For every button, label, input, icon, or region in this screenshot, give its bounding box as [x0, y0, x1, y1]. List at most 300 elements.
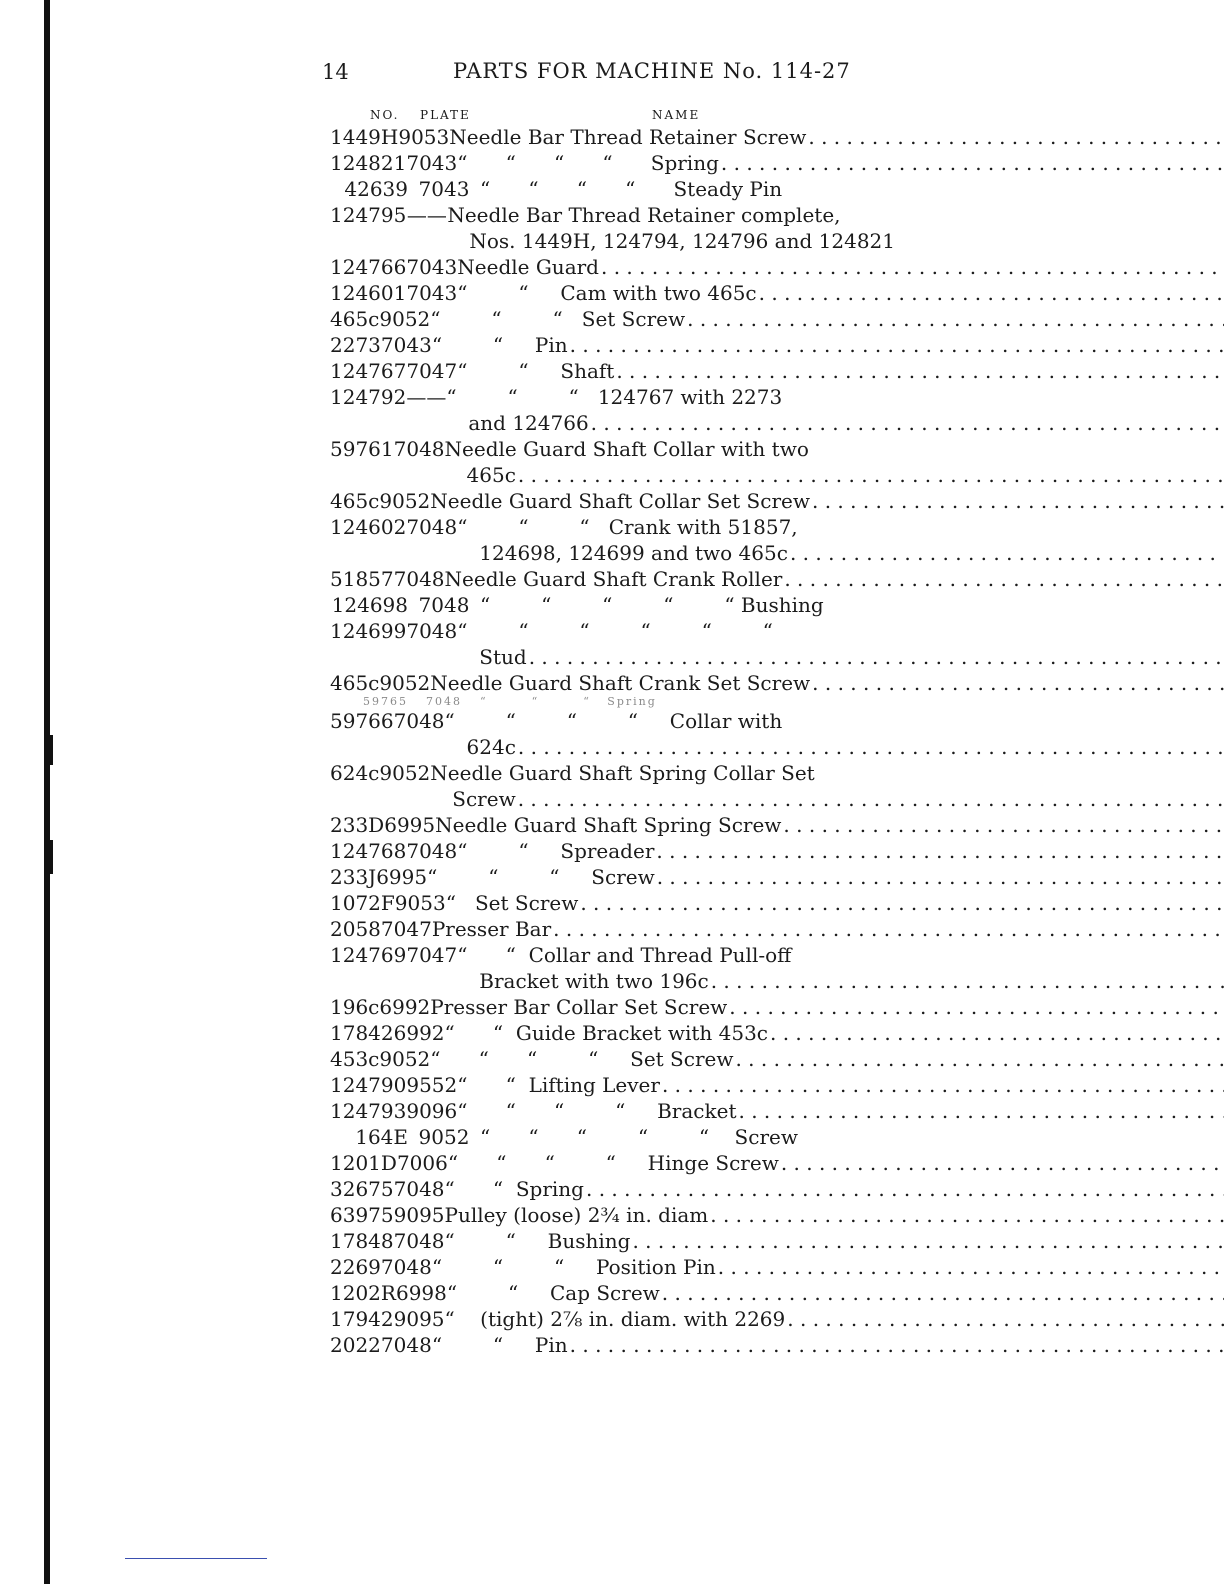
table-row — [330, 1228, 895, 1254]
part-name-text: and 124766 — [468, 411, 589, 435]
table-row — [330, 942, 895, 994]
part-name — [457, 358, 1224, 384]
plate-number: —— — [406, 203, 447, 227]
part-name-line — [445, 1176, 1224, 1202]
part-name-text: Needle Bar Thread Retainer Screw — [449, 125, 807, 149]
part-name-line — [427, 864, 1224, 890]
table-row — [330, 618, 895, 670]
part-number: 42639 — [344, 177, 408, 201]
part-name-text: 465c — [466, 463, 516, 487]
part-number: 17942 — [330, 1307, 394, 1331]
plate-number: 7048 — [426, 695, 462, 708]
part-name-text: “ “ “ “ Collar with — [444, 709, 783, 733]
part-name-text: “ “ Guide Bracket with 453c — [444, 1021, 768, 1045]
column-header-name: NAME — [652, 108, 701, 122]
part-name-text: “ (tight) 2⅞ in. diam. with 2269 — [444, 1307, 786, 1331]
dot-leader — [735, 1046, 1224, 1072]
column-header-plate: PLATE — [420, 108, 471, 122]
table-row — [330, 1072, 895, 1098]
part-name-line — [449, 124, 1224, 150]
part-name — [480, 592, 895, 618]
page-title: PARTS FOR MACHINE No. 114-27 — [453, 59, 851, 83]
dot-leader — [591, 410, 1224, 436]
part-number: 59765 — [363, 695, 408, 708]
dot-leader — [616, 358, 1224, 384]
part-name-line — [445, 1306, 1224, 1332]
part-name — [447, 202, 895, 254]
plate-number: 9052 — [379, 489, 431, 513]
plate-number: 6992 — [379, 995, 431, 1019]
column-header-no: NO. — [370, 108, 400, 122]
part-number: 51857 — [330, 567, 394, 591]
part-name-text: “ “ “ “ Set Screw — [430, 1047, 734, 1071]
part-number: 624c — [330, 761, 380, 785]
plate-number: 7048 — [406, 515, 458, 539]
table-row — [330, 358, 895, 384]
table-row — [330, 488, 895, 514]
part-name-text: “ “ “ Set Screw — [430, 307, 686, 331]
page-number: 14 — [322, 60, 349, 84]
dot-leader — [710, 1202, 1224, 1228]
part-name-line — [445, 1020, 1224, 1046]
part-number: 233J — [330, 865, 377, 889]
part-name — [448, 1150, 1224, 1176]
part-name-text: Needle Guard Shaft Spring Screw — [435, 813, 782, 837]
part-name — [435, 812, 1224, 838]
table-row — [330, 812, 895, 838]
part-name-text: “ “ Pin — [431, 1333, 568, 1357]
bottom-rule — [125, 1558, 267, 1559]
dot-leader — [553, 916, 1224, 942]
plate-number: 7048 — [393, 1229, 445, 1253]
plate-number: 7048 — [393, 709, 445, 733]
part-name-line — [446, 384, 1224, 410]
part-name-text: “ “ “ “ Bracket — [457, 1099, 737, 1123]
part-name-text: “ “ “ “ Steady Pin — [480, 177, 783, 201]
part-name — [446, 384, 1224, 436]
part-name-line — [445, 462, 1224, 488]
part-number: 124601 — [330, 281, 407, 305]
part-number: 124795 — [330, 203, 407, 227]
part-name-line — [457, 1072, 1224, 1098]
part-number: 59761 — [330, 437, 394, 461]
dot-leader — [662, 1280, 1224, 1306]
part-name-text: “ “ “ Crank with 51857, — [457, 515, 798, 539]
part-name-text: Bracket with two 196c — [479, 969, 709, 993]
plate-number: 6992 — [393, 1021, 445, 1045]
part-name-text: “ “ Pin — [431, 333, 568, 357]
dot-leader — [711, 968, 1224, 994]
plate-number: 6995 — [384, 813, 436, 837]
plate-number: 7047 — [406, 359, 458, 383]
plate-number: 9052 — [379, 1047, 431, 1071]
table-row — [330, 1202, 895, 1228]
part-number: 124602 — [330, 515, 407, 539]
part-number: 124699 — [330, 619, 407, 643]
part-name-text: 124698, 124699 and two 465c — [479, 541, 788, 565]
plate-number: 7047 — [406, 943, 458, 967]
dot-leader — [570, 1332, 1224, 1358]
part-number: 124793 — [330, 1099, 407, 1123]
part-name-line — [445, 734, 1224, 760]
table-row — [330, 566, 895, 592]
dot-leader — [770, 1020, 1224, 1046]
part-name-line — [457, 644, 1224, 670]
plate-number: 9052 — [418, 1125, 470, 1149]
part-name-line — [480, 1124, 895, 1150]
part-name-text: “ “ Shaft — [457, 359, 615, 383]
part-name-line — [430, 306, 1224, 332]
table-row — [330, 306, 895, 332]
dot-leader — [718, 1254, 1224, 1280]
table-row — [330, 1150, 895, 1176]
part-name-line — [447, 228, 895, 254]
part-name-text: Needle Guard Shaft Collar Set Screw — [430, 489, 810, 513]
part-name — [457, 618, 1224, 670]
part-name-line — [447, 1280, 1224, 1306]
part-name — [445, 1176, 1224, 1202]
part-number: 17842 — [330, 1021, 394, 1045]
table-row — [330, 202, 895, 254]
part-name-line — [447, 202, 895, 228]
dot-leader — [812, 670, 1224, 696]
dot-leader — [790, 540, 1224, 566]
part-name — [445, 708, 1224, 760]
part-name-line — [445, 708, 1224, 734]
part-name-text: “ “ “ “ “ Screw — [480, 1125, 798, 1149]
part-number: 465c — [330, 307, 380, 331]
part-name-text: “ “ Bushing — [444, 1229, 631, 1253]
part-name-line — [457, 942, 1224, 968]
part-name-line — [430, 786, 1224, 812]
dot-leader — [759, 280, 1224, 306]
part-name-text: “ “ Spring — [444, 1177, 584, 1201]
part-name-line — [457, 968, 1224, 994]
table-row — [330, 1176, 895, 1202]
part-name-line — [445, 436, 1224, 462]
part-name-text: “ “ Spreader — [457, 839, 655, 863]
part-name — [480, 1124, 895, 1150]
dot-leader — [687, 306, 1224, 332]
part-name-text: “ “ Collar and Thread Pull-off — [457, 943, 792, 967]
part-name — [432, 332, 1224, 358]
part-name-text: “ “ “ Position Pin — [431, 1255, 716, 1279]
part-number: 17848 — [330, 1229, 394, 1253]
part-name-line — [430, 760, 1224, 786]
part-name-text: “ “ “ 124767 with 2273 — [446, 385, 783, 409]
plate-number: 9095 — [393, 1307, 445, 1331]
part-name-line — [457, 150, 1224, 176]
part-name-text: Stud — [479, 645, 527, 669]
table-row — [330, 176, 895, 202]
part-name — [480, 176, 895, 202]
dot-leader — [812, 488, 1224, 514]
dot-leader — [808, 124, 1224, 150]
part-name-text: Needle Guard Shaft Crank Roller — [444, 567, 783, 591]
part-name — [445, 1020, 1224, 1046]
part-number: 164E — [355, 1125, 408, 1149]
part-name-text: Pulley (loose) 2¾ in. diam — [444, 1203, 709, 1227]
table-row — [330, 696, 895, 708]
part-name-text: 624c — [466, 735, 516, 759]
binding-tick — [50, 840, 53, 874]
part-name-line — [445, 1202, 1224, 1228]
dot-leader — [738, 1098, 1224, 1124]
table-row — [330, 150, 895, 176]
part-name-line — [457, 838, 1224, 864]
part-name-line — [430, 1046, 1224, 1072]
part-name-text: “ “ “ Spring — [480, 696, 657, 708]
part-name — [430, 306, 1224, 332]
part-name-text: “ “ “ Screw — [427, 865, 655, 889]
plate-number: 7048 — [393, 437, 445, 461]
binding-tick — [50, 735, 53, 765]
part-number: 2273 — [330, 333, 381, 357]
part-name-line — [432, 332, 1224, 358]
part-number: 124792 — [330, 385, 407, 409]
part-name — [432, 1254, 1224, 1280]
part-number: 1072F — [330, 891, 395, 915]
part-number: 59766 — [330, 709, 394, 733]
part-number: 2058 — [330, 917, 381, 941]
part-name — [449, 124, 1224, 150]
dot-leader — [518, 786, 1224, 812]
part-number: 124821 — [330, 151, 407, 175]
part-name — [457, 514, 1224, 566]
part-number: 1449H — [330, 125, 399, 149]
table-row — [330, 280, 895, 306]
plate-number: 7043 — [406, 151, 458, 175]
dot-leader — [662, 1072, 1224, 1098]
part-name-line — [457, 1098, 1224, 1124]
part-number: 63975 — [330, 1203, 394, 1227]
part-number: 124768 — [330, 839, 407, 863]
part-name — [430, 760, 1224, 812]
plate-number: 7048 — [393, 567, 445, 591]
part-name — [447, 1280, 1224, 1306]
part-name-line — [430, 994, 1224, 1020]
dot-leader — [729, 994, 1224, 1020]
part-name-text: Needle Guard Shaft Collar with two — [444, 437, 809, 461]
part-name-text: “ “ Lifting Lever — [457, 1073, 660, 1097]
table-row — [330, 916, 895, 942]
part-name — [427, 864, 1224, 890]
plate-number: —— — [406, 385, 447, 409]
part-name-text: Needle Guard Shaft Spring Collar Set — [430, 761, 815, 785]
part-name — [432, 1332, 1224, 1358]
part-number: 233D — [330, 813, 385, 837]
part-name-line — [432, 1332, 1224, 1358]
dot-leader — [721, 150, 1224, 176]
dot-leader — [518, 462, 1224, 488]
part-name-text: Screw — [452, 787, 516, 811]
part-name — [445, 1228, 1224, 1254]
part-name — [445, 1202, 1224, 1228]
table-row — [330, 254, 895, 280]
dot-leader — [632, 1228, 1224, 1254]
part-name-line — [457, 618, 1224, 644]
part-name — [430, 670, 1224, 696]
part-name-text: “ “ “ “ Spring — [457, 151, 719, 175]
dot-leader — [570, 332, 1224, 358]
plate-number: 7043 — [406, 281, 458, 305]
dot-leader — [656, 838, 1224, 864]
part-name-line — [435, 812, 1224, 838]
part-number: 1202R — [330, 1281, 396, 1305]
plate-number: 9096 — [406, 1099, 458, 1123]
part-name-line — [432, 916, 1224, 942]
part-name-line — [457, 254, 1224, 280]
table-row — [330, 332, 895, 358]
part-name — [457, 254, 1224, 280]
part-name-text: “ “ “ “ “ Bushing — [480, 593, 824, 617]
part-number: 32675 — [330, 1177, 394, 1201]
table-row — [330, 1254, 895, 1280]
plate-number: 7006 — [396, 1151, 448, 1175]
part-name-line — [480, 592, 895, 618]
part-name — [430, 1046, 1224, 1072]
table-row — [330, 1306, 895, 1332]
dot-leader — [787, 1306, 1224, 1332]
table-row — [330, 1098, 895, 1124]
plate-number: 9053 — [394, 891, 446, 915]
part-number: 1201D — [330, 1151, 397, 1175]
part-name-text: Needle Guard Shaft Crank Set Screw — [430, 671, 811, 695]
part-name-line — [430, 670, 1224, 696]
table-row — [330, 890, 895, 916]
table-row — [330, 436, 895, 488]
part-name — [457, 1072, 1224, 1098]
part-number: 124769 — [330, 943, 407, 967]
table-row — [330, 384, 895, 436]
table-row — [330, 592, 895, 618]
dot-leader — [657, 864, 1224, 890]
plate-number: 7048 — [380, 1255, 432, 1279]
part-number: 124790 — [330, 1073, 407, 1097]
part-name — [430, 994, 1224, 1020]
plate-number: 7048 — [380, 1333, 432, 1357]
part-name — [457, 1098, 1224, 1124]
part-name — [457, 942, 1224, 994]
part-number: 2022 — [330, 1333, 381, 1357]
part-name — [430, 488, 1224, 514]
part-name-line — [480, 176, 895, 202]
table-row — [330, 760, 895, 812]
table-row — [330, 864, 895, 890]
plate-number: 7047 — [380, 917, 432, 941]
part-name-line — [448, 1150, 1224, 1176]
plate-number: 7048 — [406, 619, 458, 643]
plate-number: 9052 — [379, 761, 431, 785]
part-name-line — [457, 280, 1224, 306]
table-row — [330, 1332, 895, 1358]
plate-number: 6998 — [395, 1281, 447, 1305]
table-row — [330, 708, 895, 760]
plate-number: 7043 — [418, 177, 470, 201]
table-row — [330, 1280, 895, 1306]
part-name-line — [445, 566, 1224, 592]
plate-number: 9552 — [406, 1073, 458, 1097]
dot-leader — [784, 566, 1224, 592]
part-number: 465c — [330, 489, 380, 513]
dot-leader — [781, 1150, 1224, 1176]
table-row — [330, 670, 895, 696]
part-name-text: Presser Bar — [431, 917, 552, 941]
part-number: 124767 — [330, 359, 407, 383]
part-number: 124766 — [330, 255, 407, 279]
part-name-line — [457, 358, 1224, 384]
part-name — [446, 890, 1224, 916]
part-name-text: Needle Guard — [457, 255, 599, 279]
dot-leader — [518, 734, 1224, 760]
part-name-text: “ Set Screw — [445, 891, 579, 915]
plate-number: 7048 — [393, 1177, 445, 1201]
plate-number: 7043 — [380, 333, 432, 357]
table-row — [330, 124, 895, 150]
table-row — [330, 1046, 895, 1072]
part-name — [457, 838, 1224, 864]
plate-number: 9052 — [379, 307, 431, 331]
part-name — [445, 566, 1224, 592]
part-name-text: “ “ Cam with two 465c — [457, 281, 757, 305]
part-name-line — [457, 540, 1224, 566]
dot-leader — [580, 890, 1224, 916]
part-name-text: “ “ Cap Screw — [446, 1281, 660, 1305]
dot-leader — [783, 812, 1224, 838]
dot-leader — [586, 1176, 1224, 1202]
part-number: 2269 — [330, 1255, 381, 1279]
table-row — [330, 994, 895, 1020]
part-name — [457, 150, 1224, 176]
part-number: 453c — [330, 1047, 380, 1071]
part-name-text: Nos. 1449H, 124794, 124796 and 124821 — [469, 229, 895, 253]
part-number: 196c — [330, 995, 380, 1019]
plate-number: 7048 — [418, 593, 470, 617]
plate-number: 7043 — [406, 255, 458, 279]
part-name-line — [430, 488, 1224, 514]
part-name-text: Presser Bar Collar Set Screw — [430, 995, 728, 1019]
part-name-line — [446, 890, 1224, 916]
part-number: 465c — [330, 671, 380, 695]
plate-number: 7048 — [406, 839, 458, 863]
binding-edge — [44, 0, 50, 1584]
parts-list — [330, 124, 895, 1358]
plate-number: 9052 — [379, 671, 431, 695]
part-number: 124698 — [331, 593, 408, 617]
part-name — [432, 916, 1224, 942]
part-name-text: “ “ “ “ Hinge Screw — [447, 1151, 779, 1175]
part-name — [457, 280, 1224, 306]
table-row — [330, 1020, 895, 1046]
plate-number: 6995 — [376, 865, 428, 889]
dot-leader — [529, 644, 1224, 670]
part-name-line — [480, 696, 895, 708]
plate-number: 9095 — [393, 1203, 445, 1227]
table-row — [330, 838, 895, 864]
dot-leader — [601, 254, 1224, 280]
part-name-line — [432, 1254, 1224, 1280]
part-name-line — [445, 1228, 1224, 1254]
table-row — [330, 514, 895, 566]
part-name-line — [457, 514, 1224, 540]
table-row — [330, 1124, 895, 1150]
part-name — [445, 436, 1224, 488]
part-name-text: “ “ “ “ “ “ — [457, 619, 773, 643]
plate-number: 9053 — [398, 125, 450, 149]
part-name-text: Needle Bar Thread Retainer complete, — [447, 203, 841, 227]
part-name — [480, 696, 895, 708]
part-name-line — [446, 410, 1224, 436]
